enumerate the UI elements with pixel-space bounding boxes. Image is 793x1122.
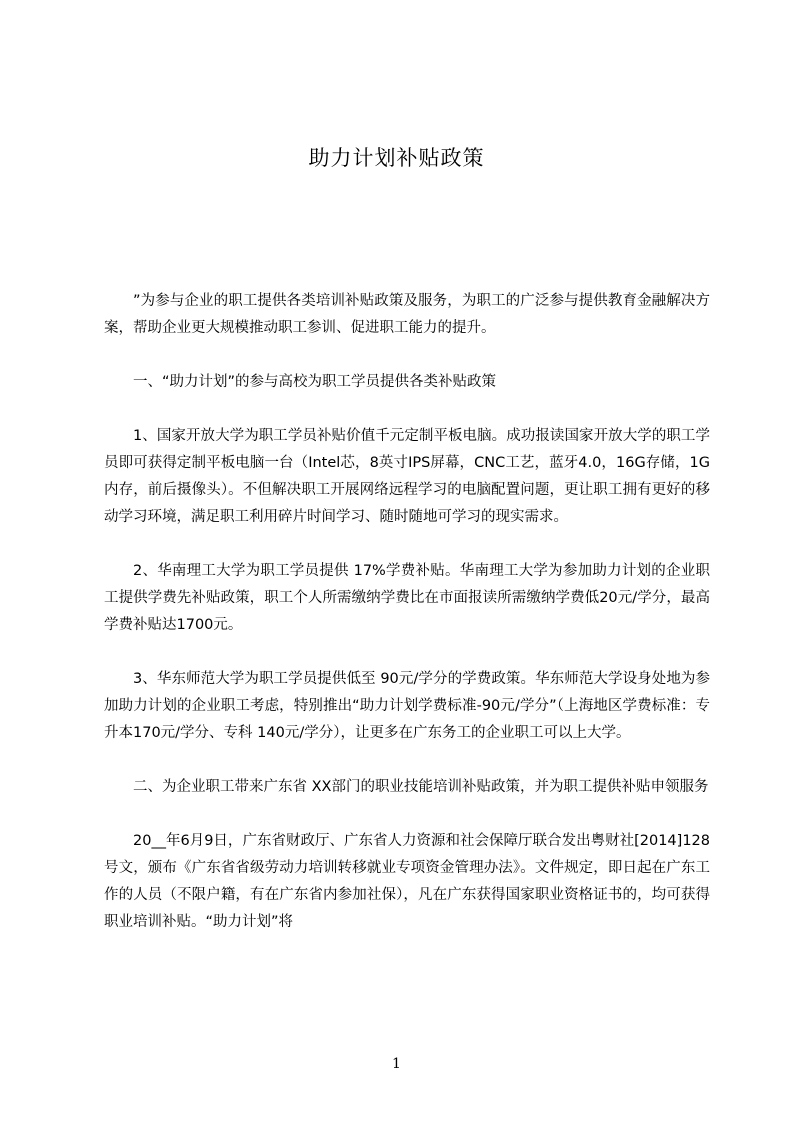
- section-heading-1: 一、“助力计划”的参与高校为职工学员提供各类补贴政策: [133, 374, 497, 390]
- policy-item-2: 2、华南理工大学为职工学员提供 17%学费补贴。华南理工大学为参加助力计划的企业职工提供学费先补贴政策，职工个人所需缴纳学费比在市面报读所需缴纳学费低20元/学分，最高学费补贴达1700元。: [104, 563, 710, 633]
- document-body: [104, 288, 710, 963]
- page-number: 1: [392, 1056, 401, 1072]
- policy-item-3: 3、华东师范大学为职工学员提供低至 90元/学分的学费政策。华东师范大学设身处地为参加助力计划的企业职工考虑，特别推出“助力计划学费标准-90元/学分”（上海地区学费标准：专升本170元/学分、专科 140元/学分），让更多在广东务工的企业职工可以上大学。: [104, 671, 710, 741]
- document-title: 助力计划补贴政策: [308, 146, 485, 170]
- policy-item-4: 20__年6月9日，广东省财政厅、广东省人力资源和社会保障厅联合发出粤财社[2014]128号文，颁布《广东省省级劳动力培训转移就业专项资金管理办法》。文件规定，即日起在广东工作的人员（不限户籍，有在广东省内参加社保），凡在广东获得国家职业资格证书的，均可获得职业培训补贴。“助力计划”将: [104, 833, 710, 930]
- policy-item-1: 1、国家开放大学为职工学员补贴价值千元定制平板电脑。成功报读国家开放大学的职工学员即可获得定制平板电脑一台（Intel芯，8英寸IPS屏幕，CNC工艺，蓝牙4.0，16G存储，1G内存，前后摄像头）。不但解决职工开展网络远程学习的电脑配置问题，更让职工拥有更好的移动学习环境，满足职工利用碎片时间学习、随时随地可学习的现实需求。: [104, 428, 710, 525]
- intro-paragraph: ”为参与企业的职工提供各类培训补贴政策及服务，为职工的广泛参与提供教育金融解决方案，帮助企业更大规模推动职工参训、促进职工能力的提升。: [104, 293, 710, 336]
- section-heading-2: 二、为企业职工带来广东省 XX部门的职业技能培训补贴政策，并为职工提供补贴申领服务: [133, 779, 709, 795]
